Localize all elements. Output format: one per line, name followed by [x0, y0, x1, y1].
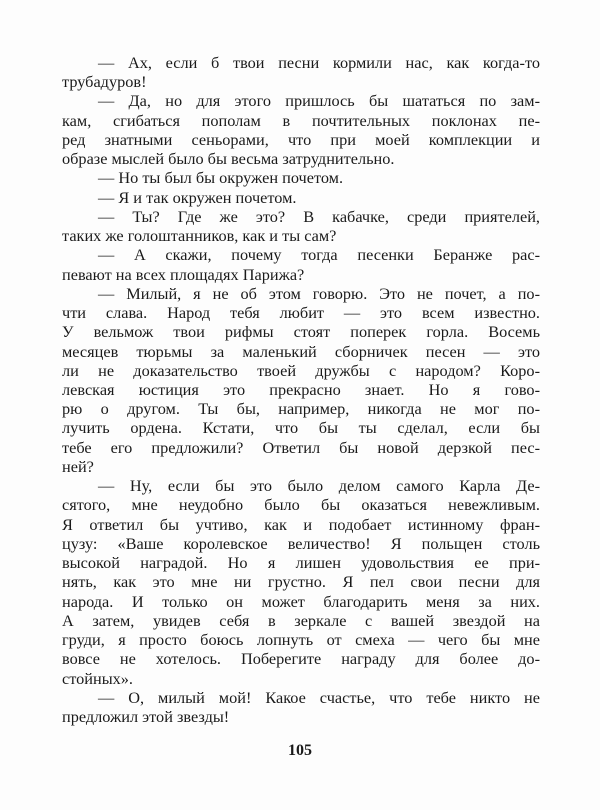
text-line: чти слава. Народ тебя любит — это всем известно.: [62, 303, 540, 323]
text-line: нять, как это мне ни грустно. Я пел свои песни для: [62, 572, 540, 592]
text-line: Я ответил бы учтиво, как и подобает истинному фран-: [62, 514, 540, 534]
text-line: — А скажи, почему тогда песенки Беранже рас-: [98, 245, 540, 265]
text-line: — Милый, я не об этом говорю. Это не почет, а по-: [98, 283, 540, 303]
text-line: — О, милый мой! Какое счастье, что тебе никто не: [98, 687, 540, 707]
text-line: сятого, мне неудобно было бы оказаться невежливым.: [62, 495, 540, 515]
page-number: 105: [288, 742, 312, 759]
text-line: вовсе не хотелось. Поберегите награду для более до-: [62, 649, 540, 669]
text-line: образе мыслей было бы весьма затруднительно.: [62, 149, 395, 169]
text-line: — Ах, если б твои песни кормили нас, как когда-то: [98, 53, 540, 72]
text-line: левская юстиция это прекрасно знает. Но я гово-: [62, 379, 540, 399]
text-line: А затем, увидев себя в зеркале с вашей звездой на: [62, 610, 540, 630]
text-line: стойных».: [62, 668, 133, 688]
text-line: — Я и так окружен почетом.: [98, 187, 297, 207]
text-line: цузу: «Ваше королевское величество! Я польщен столь: [62, 533, 540, 553]
text-line: У вельмож твои рифмы стоят поперек горла. Восемь: [62, 322, 540, 342]
text-line: ред знатными сеньорами, что при моей комплекции и: [62, 129, 540, 149]
text-line: месяцев тюрьмы за маленький сборничек песен — это: [62, 341, 540, 361]
text-line: — Но ты был бы окружен почетом.: [98, 168, 344, 188]
text-line: ней?: [62, 456, 94, 476]
text-line: предложил этой звезды!: [62, 706, 230, 726]
body-text: [62, 53, 540, 726]
text-line: тебе его предложили? Ответил бы новой дерзкой пес-: [62, 437, 540, 457]
text-line: певают на всех площадях Парижа?: [62, 264, 305, 284]
text-line: рю о другом. Ты бы, например, никогда не мог по-: [62, 399, 540, 419]
text-line: — Ну, если бы это было делом самого Карла Де-: [98, 476, 540, 496]
text-line: груди, я просто боюсь лопнуть от смеха — чего бы мне: [62, 630, 540, 650]
text-line: — Да, но для этого пришлось бы шататься по зам-: [98, 91, 540, 111]
text-line: — Ты? Где же это? В кабачке, среди приятелей,: [98, 206, 540, 226]
text-line: лучить ордена. Кстати, что бы ты сделал, если бы: [62, 418, 540, 438]
text-line: таких же голоштанников, как и ты сам?: [62, 226, 337, 246]
text-line: высокой наградой. Но я лишен удовольствия ее при-: [62, 553, 540, 573]
text-line: ли не доказательство твоей дружбы с народом? Коро-: [62, 360, 540, 380]
text-line: народа. И только он может благодарить меня за них.: [62, 591, 540, 611]
text-line: кам, сгибаться пополам в почтительных поклонах пе-: [62, 110, 540, 130]
text-line: трубадуров!: [62, 72, 147, 92]
